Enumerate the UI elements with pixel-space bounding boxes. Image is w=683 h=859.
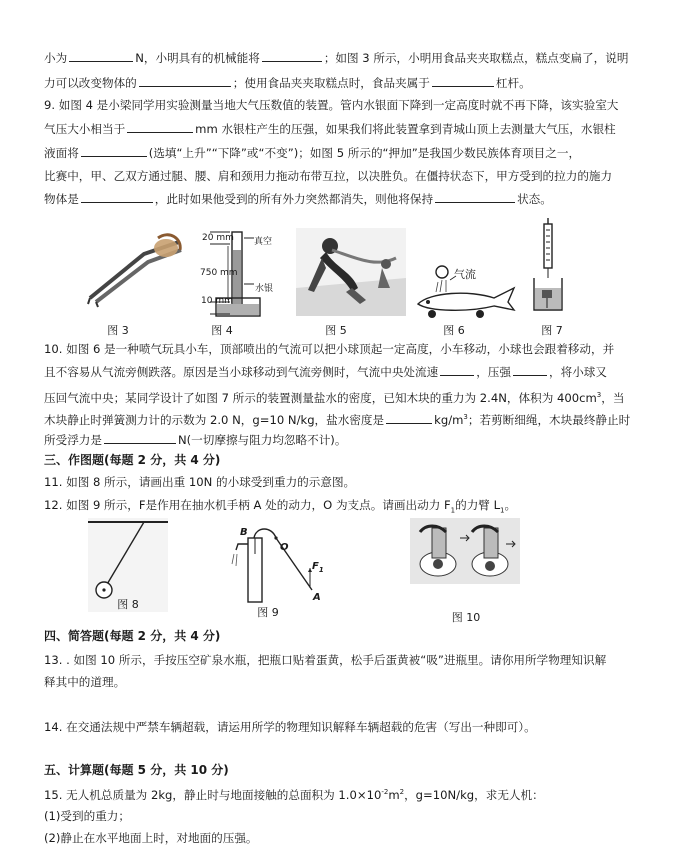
text: N，小明具有的机械能将 bbox=[135, 51, 260, 65]
text: ，压强 bbox=[476, 365, 511, 379]
figure-4-label-mercury: 水银 bbox=[255, 284, 274, 294]
answer-blank[interactable] bbox=[386, 412, 432, 424]
q9-line-5 bbox=[44, 191, 644, 207]
answer-blank[interactable] bbox=[513, 364, 547, 376]
q8-line-2 bbox=[44, 75, 644, 91]
text: ；使用食品夹夹取糕点时，食品夹属于 bbox=[232, 76, 430, 90]
text: 压回气流中央；某同学设计了如图 7 所示的装置测量盐水的密度，已知木块的重力为 2.4N，体积为 400cm bbox=[44, 390, 597, 405]
figure-9-water-pump bbox=[224, 524, 324, 604]
figure-6-caption: 图 6 bbox=[443, 324, 465, 337]
text: ，将小球又 bbox=[549, 365, 607, 379]
figure-4-caption: 图 4 bbox=[211, 324, 233, 337]
text: F bbox=[312, 561, 319, 572]
text: 所受浮力是 bbox=[44, 433, 102, 447]
text: (选填“上升”“下降”或“不变”)；如图 5 所示的“押加”是我国少数民族体育项目之一， bbox=[148, 146, 581, 160]
figure-3-food-tongs bbox=[84, 228, 184, 308]
superscript: 3 bbox=[463, 413, 468, 421]
answer-blank[interactable] bbox=[139, 75, 231, 87]
text: 。 bbox=[504, 498, 517, 512]
superscript: 3 bbox=[596, 391, 602, 399]
text: 的力臂 L bbox=[455, 498, 501, 512]
answer-blank[interactable] bbox=[81, 191, 153, 203]
q15-sub-1: (1)受到的重力； bbox=[44, 809, 130, 823]
text: ；若剪断细绳，木块最终静止时 bbox=[467, 412, 631, 427]
figure-10-caption: 图 10 bbox=[451, 611, 481, 624]
q15-sub-2: (2)静止在水平地面上时，对地面的压强。 bbox=[44, 831, 258, 845]
q15-text bbox=[44, 784, 644, 803]
text: 力可以改变物体的 bbox=[44, 76, 137, 90]
answer-blank[interactable] bbox=[440, 364, 474, 376]
subscript: 1 bbox=[500, 506, 505, 515]
subscript: 1 bbox=[450, 506, 456, 515]
text: 小为 bbox=[44, 51, 68, 65]
q11-text: 11. 如图 8 所示，请画出重 10N 的小球受到重力的示意图。 bbox=[44, 475, 356, 489]
figure-6-label-airflow: 气流 bbox=[454, 268, 476, 281]
text: 物体是 bbox=[44, 192, 79, 206]
answer-blank[interactable] bbox=[104, 432, 176, 444]
figure-9-caption: 图 9 bbox=[257, 606, 279, 619]
figure-5-tug-game-photo bbox=[296, 228, 406, 316]
q10-line-3 bbox=[44, 387, 644, 406]
text: 状态。 bbox=[517, 192, 552, 206]
figure-4-label-10mm: 10 mm bbox=[201, 296, 233, 306]
q8-line-1 bbox=[44, 50, 644, 66]
q10-line-4 bbox=[44, 409, 644, 428]
text: 木块静止时弹簧测力计的示数为 2.0 N，g=10 N/kg，盐水密度是 bbox=[44, 412, 385, 427]
q14-text: 14. 在交通法规中严禁车辆超载，请运用所学的物理知识解释车辆超载的危害（写出一种即可）。 bbox=[44, 720, 536, 734]
text: 且不容易从气流旁侧跌落。原因是当小球移动到气流旁侧时，气流中央处流速 bbox=[44, 365, 439, 379]
subscript: 1 bbox=[318, 566, 324, 574]
answer-blank[interactable] bbox=[262, 50, 322, 62]
text: N(一切摩擦与阻力均忽略不计)。 bbox=[177, 433, 347, 447]
section-5-heading: 五、计算题(每题 5 分，共 10 分) bbox=[44, 763, 229, 777]
figure-9-label-O: O bbox=[280, 542, 289, 553]
figure-4-label-20mm: 20 mm bbox=[202, 233, 234, 243]
section-4-heading: 四、简答题(每题 2 分，共 4 分) bbox=[44, 629, 221, 643]
answer-blank[interactable] bbox=[127, 121, 193, 133]
figure-9-label-A: A bbox=[313, 592, 321, 603]
q10-line-5 bbox=[44, 432, 644, 448]
text: ，当 bbox=[601, 390, 625, 405]
q9-line-1: 9. 如图 4 是小梁同学用实验测量当地大气压数值的装置。管内水银面下降到一定高度时就不再下降，该实验室大 bbox=[44, 98, 619, 112]
answer-blank[interactable] bbox=[432, 75, 494, 87]
text: ，g=10N/kg，求无人机： bbox=[404, 787, 544, 802]
answer-blank[interactable] bbox=[435, 191, 515, 203]
figure-8-caption: 图 8 bbox=[117, 598, 139, 611]
figure-9-label-B: B bbox=[240, 527, 248, 538]
section-3-heading: 三、作图题(每题 2 分，共 4 分) bbox=[44, 453, 221, 467]
figure-9-label-F1 bbox=[312, 561, 324, 574]
superscript: 2 bbox=[399, 788, 405, 796]
text: kg/m bbox=[434, 412, 464, 427]
q10-line-2 bbox=[44, 364, 644, 380]
q10-line-1: 10. 如图 6 是一种喷气玩具小车，顶部喷出的气流可以把小球顶起一定高度，小车移动，小球也会跟着移动，并 bbox=[44, 342, 615, 356]
q9-line-3 bbox=[44, 145, 644, 161]
text: 液面将 bbox=[44, 146, 79, 160]
superscript: -2 bbox=[381, 788, 389, 796]
text: m bbox=[388, 787, 400, 802]
text: ，此时如果他受到的所有外力突然都消失，则他将保持 bbox=[154, 192, 434, 206]
figure-4-label-vacuum: 真空 bbox=[254, 237, 273, 247]
q12-text bbox=[44, 497, 644, 518]
q9-line-4: 比赛中，甲、乙双方通过腿、腰、肩和颈用力拖动布带互拉，以决胜负。在僵持状态下，甲方受到的拉力的施力 bbox=[44, 169, 613, 183]
figure-7-spring-scale-beaker bbox=[528, 218, 568, 312]
figure-4-label-750mm: 750 mm bbox=[200, 268, 238, 278]
q13-line-1: 13. . 如图 10 所示，手按压空矿泉水瓶，把瓶口贴着蛋黄，松手后蛋黄被“吸”进瓶里。请你用所学物理知识解 bbox=[44, 653, 607, 667]
q13-line-2: 释其中的道理。 bbox=[44, 675, 126, 689]
answer-blank[interactable] bbox=[81, 145, 147, 157]
answer-blank[interactable] bbox=[69, 50, 133, 62]
text: 气压大小相当于 bbox=[44, 122, 126, 136]
figure-7-caption: 图 7 bbox=[541, 324, 563, 337]
text: 杠杆。 bbox=[495, 76, 531, 90]
text: 12. 如图 9 所示，F bbox=[44, 498, 146, 512]
text: 是作用在抽水机手柄 A 处的动力，O 为支点。请画出动力 F bbox=[145, 498, 451, 512]
figure-10-bottle-egg-yolk bbox=[410, 518, 520, 584]
text: 15. 无人机总质量为 2kg，静止时与地面接触的总面积为 1.0×10 bbox=[44, 787, 382, 802]
q9-line-2 bbox=[44, 121, 644, 137]
figure-5-caption: 图 5 bbox=[325, 324, 347, 337]
text: mm 水银柱产生的压强，如果我们将此装置拿到青城山顶上去测量大气压，水银柱 bbox=[195, 122, 616, 136]
figure-3-caption: 图 3 bbox=[107, 324, 129, 337]
text: ；如图 3 所示，小明用食品夹夹取糕点，糕点变扁了，说明 bbox=[323, 51, 629, 65]
